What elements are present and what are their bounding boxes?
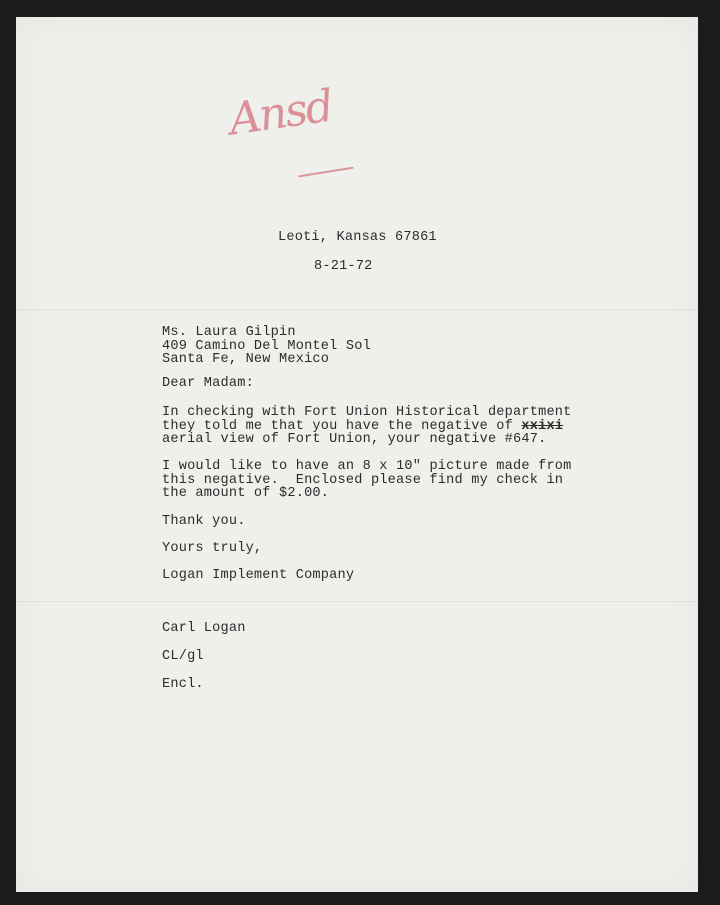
handwritten-annotation	[226, 80, 356, 175]
struck-out-text: xxixi	[521, 418, 564, 434]
recipient-street: 409 Camino Del Montel Sol	[162, 338, 371, 354]
signer-name: Carl Logan	[162, 621, 246, 636]
paragraph-1-line-2	[162, 420, 572, 434]
paragraph-2-line-1: I would like to have an 8 x 10" picture made from	[162, 459, 572, 474]
paragraph-1-line-2-text: they told me that you have the negative of	[162, 418, 522, 434]
salutation: Dear Madam:	[162, 376, 254, 391]
paragraph-2-line-3: the amount of $2.00.	[162, 486, 330, 502]
letter-page	[16, 17, 698, 892]
letter-date: 8-21-72	[314, 259, 373, 274]
paragraph-1-line-1: In checking with Fort Union Historical department	[162, 405, 572, 420]
closing-line: Yours truly,	[162, 541, 263, 556]
recipient-address	[162, 326, 371, 367]
body-paragraph-2	[162, 460, 572, 501]
sender-location: Leoti, Kansas 67861	[278, 230, 437, 245]
enclosure-note: Encl.	[162, 677, 204, 692]
annotation-underline	[298, 167, 354, 178]
recipient-city: Santa Fe, New Mexico	[162, 352, 330, 368]
recipient-name: Ms. Laura Gilpin	[162, 325, 296, 340]
fold-line	[16, 601, 698, 602]
company-name: Logan Implement Company	[162, 568, 355, 583]
paragraph-2-line-2: this negative. Enclosed please find my check in	[162, 472, 564, 488]
fold-line	[16, 309, 698, 310]
paragraph-1-line-3: aerial view of Fort Union, your negative #647.	[162, 432, 547, 448]
typist-initials: CL/gl	[162, 649, 204, 664]
annotation-text: Ansd	[226, 80, 335, 146]
thanks-line: Thank you.	[162, 514, 246, 529]
body-paragraph-1	[162, 406, 572, 447]
